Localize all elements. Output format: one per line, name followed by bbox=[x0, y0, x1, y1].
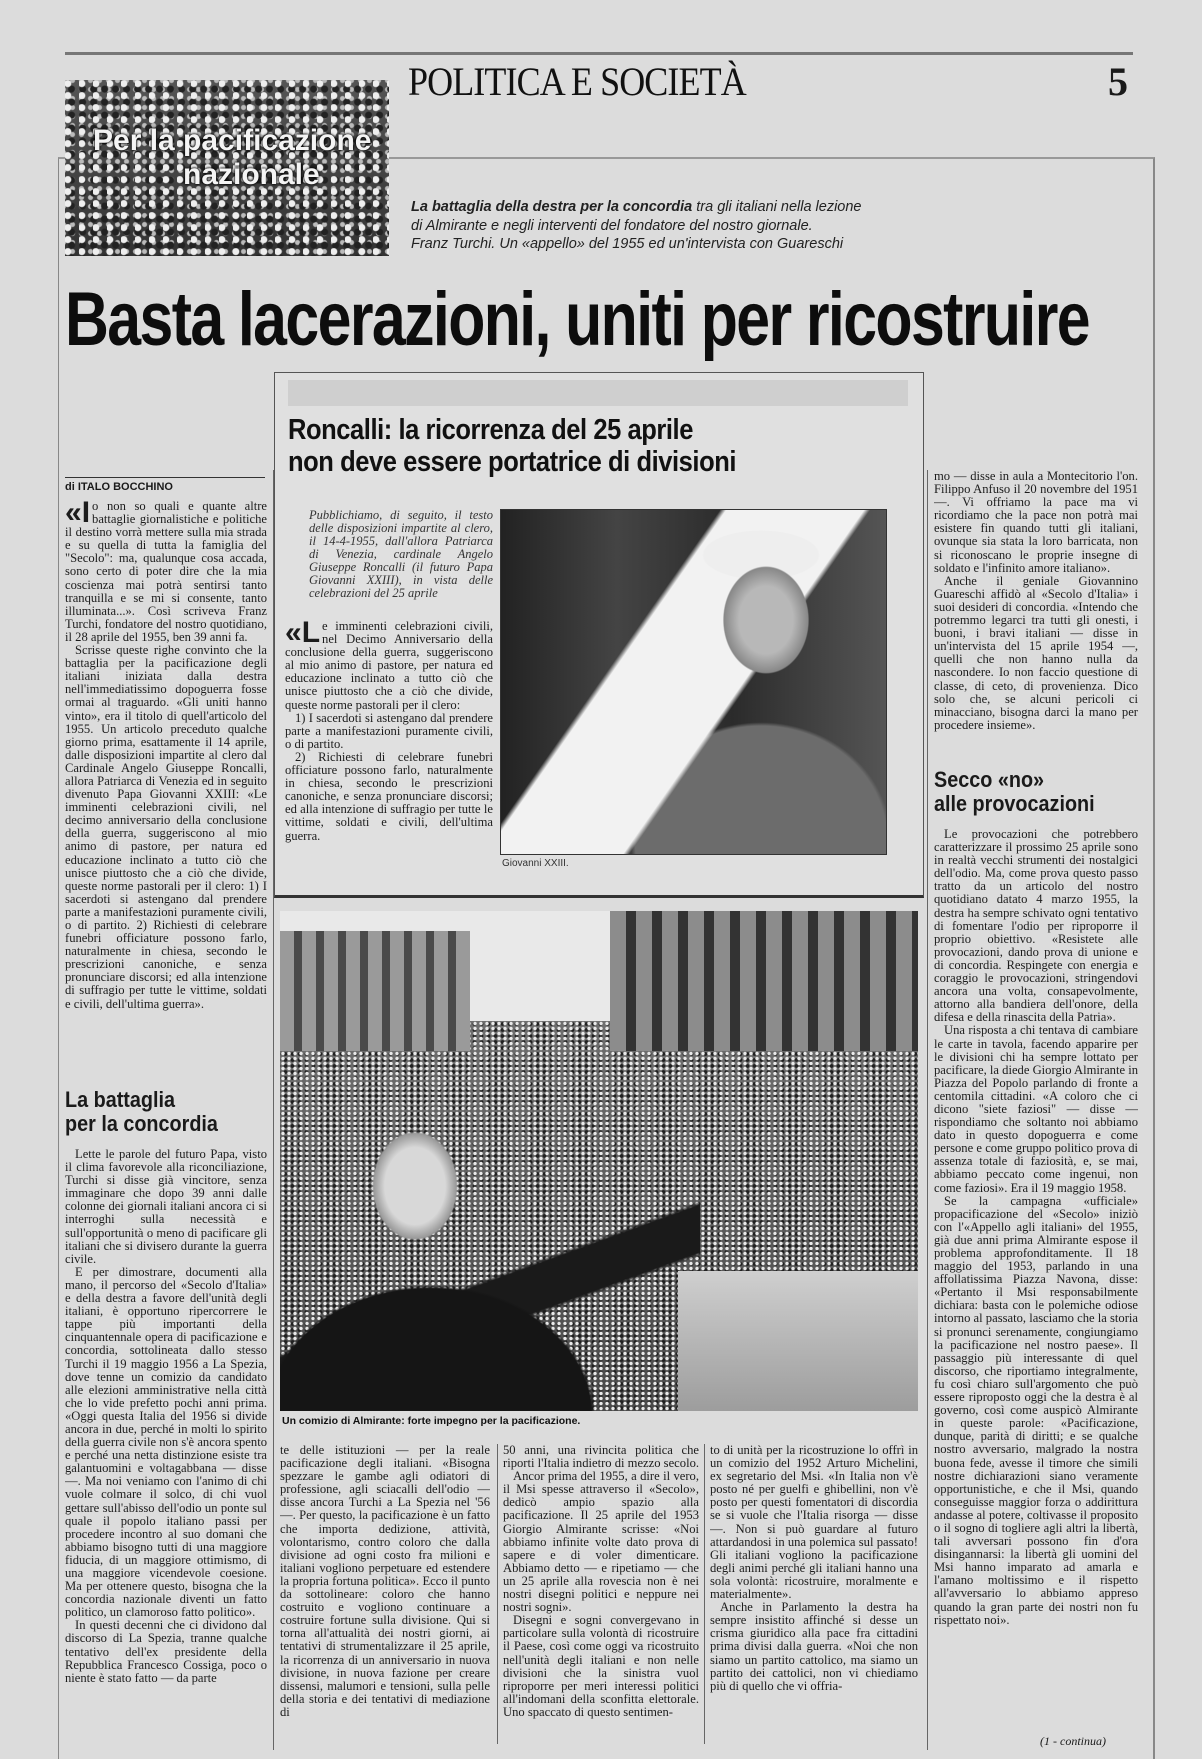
continued-note: (1 - continua) bbox=[1040, 1734, 1106, 1748]
overlay-line: nazionale bbox=[183, 158, 320, 191]
bottom-column-1 bbox=[280, 1444, 490, 1750]
paragraph: mo — disse in aula a Montecitorio l'on. Filippo Anfuso il 20 novembre del 1951 —. Vi offriamo la pace ma vi ricordiamo che la pace non potrà mai esistere fin quando tutti gli italiani, ovunque sia stata la loro barricata, non si riconoscano le proprie insegne di soldato e l'infinito amore italiano». bbox=[934, 470, 1138, 575]
subheading-line: Secco «no» bbox=[934, 767, 1045, 792]
paragraph: te delle istituzioni — per la reale pacificazione degli italiani. «Bisogna spezzare le gambe agli odiatori di professione, agli sciacalli dell'odio — disse ancora Turchi a La Spezia nel '56 —. Per questo, la pacificazione è un fatto che importa dedizione, attività, volontarismo, contro coloro che dalla divisione ad ogni costo fra milioni e italiani vogliono perpetuare ed estendere la propria fortuna politica». Ecco il punto da sottolineare: coloro che hanno costruito e vogliono continuare a costruire fortune sulla divisione. Qui si torna all'attualità dei nostri giorni, ai tentativi di strumentalizzare il 25 aprile, la ricorrenza di un anniversario in nuova divisione, in nuova fazione per creare dissensi, malumori e tensioni, sulla pelle della storia e dei tentativi di mediazione di bbox=[280, 1444, 490, 1719]
bottom-column-3 bbox=[710, 1444, 918, 1750]
column-divider bbox=[704, 1444, 705, 1744]
page-number: 5 bbox=[1108, 59, 1128, 104]
paragraph: Lette le parole del futuro Papa, visto il clima favorevole alla riconciliazione, Turchi si disse già vincitore, senza immaginare che dopo 39 anni dalle colonne dei giornali italiani ancora ci si interroghi sulla necessità e sull'opportunità o meno di pacificare gli italiani che si divisero durante la guerra civile. bbox=[65, 1148, 267, 1266]
overlay-line: Per la pacificazione bbox=[93, 124, 372, 157]
rally-photo-caption: Un comizio di Almirante: forte impegno per la pacificazione. bbox=[282, 1415, 581, 1427]
right-column-top bbox=[934, 470, 1138, 760]
drop-cap bbox=[65, 500, 91, 529]
section-title: POLITICA E SOCIETÀ bbox=[408, 59, 746, 104]
bottom-column-2 bbox=[503, 1444, 699, 1750]
paragraph: Scrisse queste righe convinto che la battaglia per la pacificazione degli italiani iniziata dalla destra nell'immediatissimo dopoguerra fosse ormai al traguardo. «Gli uniti hanno vinto», era il titolo di quell'articolo del 1955. Un articolo preceduto qualche giorno prima, esattamente il 14 aprile, dalle disposizioni impartite al clero dal Cardinale Angelo Giuseppe Roncalli, allora Patriarca di Venezia ed in seguito divenuto Papa Giovanni XXIII: «Le imminenti celebrazioni civili, nel decimo anniversario della conclusione della guerra, suggeriscono al mio animo di pastore, per natura ed educazione inclinato a tutto ciò che unisce piuttosto che a ciò che divide, queste norme pastorali per il clero: 1) I sacerdoti si astengano dal prendere parte a manifestazioni puramente civili, o di partito. 2) Richiesti di celebrare funebri officiature possono farlo, naturalmente in chiesa, secondo le prescrizioni canoniche, e senza pronunciare discorsi; ed alla intenzione di suffragio per tutte le vittime, soldati e civili, dell'ultima guerra». bbox=[65, 643, 267, 1011]
article-deck bbox=[411, 198, 951, 254]
quote-mark: « bbox=[285, 620, 302, 649]
deck-text: tra gli italiani nella lezione bbox=[692, 199, 862, 215]
box-headline bbox=[288, 414, 736, 478]
paragraph: E per dimostrare, documenti alla mano, il percorso del «Secolo d'Italia» e della destra a favore dell'unità degli italiani, è opportuno ripercorrere le tappe più importanti della cinquantennale opera di pacificazione e concordia, sottolineata dallo stesso Turchi il 19 maggio 1956 a La Spezia, dove tenne un comizio da candidato alle elezioni amministrative nella città che lo vide prefetto pochi anni prima. «Oggi questa Italia del 1956 si divide ancora in due, perché in molti lo spirito della guerra civile non s'è ancora spento e perché una netta distinzione esiste tra galantuomini e voltagabbana — disse —. Ma noi veniamo con l'animo di chi vuole colmare il solco, di chi vuol gettare sull'abisso dell'odio un ponte sul quale il popolo italiano passi per procedere incontro al suo domani che abbiamo bisogno tutti di una maggiore fiducia, di un maggiore ottimismo, di una maggiore vicendevole coesione. Ma per ottenere questo, bisogna che la concordia nazionale diventi un fatto politico, un clamoroso fatto politico». bbox=[65, 1264, 267, 1620]
paragraph: In questi decenni che ci dividono dal discorso di La Spezia, tranne qualche tentativo dell'ex presidente della Repubblica Francesco Cossiga, poco o niente è stato fatto — da parte bbox=[65, 1618, 267, 1685]
left-column-bottom bbox=[65, 1148, 267, 1748]
paragraph: Anche il geniale Giovannino Guareschi affidò al «Secolo d'Italia» i suoi desideri di concordia. «Intendo che potremmo legarci tra tutti gli onesti, i buoni, i bravi italiani — disse in un'intervista del 15 aprile 1954 —, quelli che non hanno nulla da nascondere. Io non faccio questione di classe, di ceto, di provenienza. Dico solo che, se alcuni pericoli ci minacciano, bisogna darci la mano per procedere insieme». bbox=[934, 573, 1138, 732]
box-headline-line: Roncalli: la ricorrenza del 25 aprile bbox=[288, 414, 693, 446]
subheading-battaglia bbox=[65, 1088, 218, 1136]
byline-rule bbox=[65, 477, 265, 478]
quote-mark: « bbox=[65, 500, 82, 529]
paragraph: Anche in Parlamento la destra ha sempre insistito affinché si desse un crisma giuridico alla pace fra cittadini prima divisi dalla guerra. «Noi che non siamo un partito cattolico, ma siamo un partito dei cattolici, non vi chiediamo più di quello che vi offria- bbox=[710, 1600, 918, 1693]
column-divider bbox=[497, 1444, 498, 1744]
byline: di ITALO BOCCHINO bbox=[65, 481, 173, 493]
crowd-header-photo bbox=[65, 80, 389, 256]
subheading-line: per la concordia bbox=[65, 1111, 218, 1136]
subheading-provocazioni bbox=[934, 768, 1095, 816]
photo-building bbox=[280, 931, 470, 1051]
paragraph: 1) I sacerdoti si astengano dal prendere parte a manifestazioni puramente civili, o di partito. bbox=[285, 710, 493, 751]
drop-cap bbox=[285, 620, 321, 649]
drop-cap-letter: L bbox=[301, 620, 321, 649]
deck-text: Franz Turchi. Un «appello» del 1955 ed un'intervista con Guareschi bbox=[411, 236, 844, 252]
right-column-bottom bbox=[934, 828, 1138, 1734]
column-divider bbox=[927, 470, 928, 1750]
photo-speaker bbox=[280, 1096, 700, 1411]
paragraph: Ancor prima del 1955, a dire il vero, il Msi spesse attraverso il «Secolo», dedicò ampio spazio alla pacificazione. Il 25 aprile del 1953 Giorgio Almirante scrisse: «Noi abbiamo infinite volte dato prova di sapere e di voler dimenticare. Abbiamo detto — e ripetiamo — che un 25 aprile alla rovescia non è nei nostri disegni politici e neppure nei nostri sogni». bbox=[503, 1469, 699, 1615]
deck-text: di Almirante e negli interventi del fondatore del nostro giornale. bbox=[411, 217, 813, 234]
photo-overlay-title bbox=[93, 124, 383, 192]
paragraph: o non so quali e quante altre battaglie giornalistiche e politiche il destino vorrà mettere sulla mia strada e su quella di tutta la famiglia del "Secolo": ma, qualunque cosa accada, sono certo di poter dire che la mia coscienza mai potrà sentirsi tanto tranquilla e se mi si consente, tanto illuminata...». Così scriveva Franz Turchi, fondatore del nostro quotidiano, il 28 aprile del 1955, ben 39 anni fa. bbox=[65, 500, 267, 644]
top-rule bbox=[65, 52, 1133, 55]
box-headline-line: non deve essere portatrice di divisioni bbox=[288, 446, 737, 478]
paragraph: Una risposta a chi tentava di cambiare le carte in tavola, facendo apparire per le divisioni chi ha sempre lottato per pacificare, la diede Giorgio Almirante in Piazza del Popolo parlando di fronte a centomila cittadini. «A coloro che ci dicono "siete faziosi" — disse — rispondiamo che soltanto noi abbiamo dato in questo dopoguerra e come persone e come gruppo politico prova di assenza totale di faziosità, e, se mai, abbiamo peccato come ingenui, non come faziosi». Era il 19 maggio 1958. bbox=[934, 1023, 1138, 1195]
pope-photo bbox=[500, 509, 887, 855]
column-divider bbox=[273, 470, 274, 1750]
main-headline: Basta lacerazioni, uniti per ricostruire bbox=[65, 277, 1089, 362]
paragraph: 50 anni, una rivincita politica che riporti l'Italia indietro di mezzo secolo. bbox=[503, 1444, 699, 1471]
photo-balcony bbox=[678, 1271, 918, 1411]
paragraph: Se la campagna «ufficiale» propacificazione del «Secolo» iniziò con l'«Appello agli italiani» del 1955, già due anni prima Almirante espose il problema approfonditamente. Il 18 maggio del 1953, parlando in una affollatissima Piazza Navona, disse: «Pertanto il Msi responsabilmente dichiara: basta con le polemiche odiose intorno al passato, lasciamo che la storia si pronunci serenamente, congiungiamo la pacificazione nel nostro paese». Il passaggio più interessante di quel discorso, che riportiamo integralmente, fu così chiaro sull'argomento che può essere riproposto oggi che la destra è al governo, così come auspicò Almirante in queste parole: «Pacificazione, dunque, parità di diritti; e se qualche nostro avversario, malgrado la nostra buona fede, avesse il timore che simili nostre dichiarazioni siano veramente opportunistiche, e che il Msi, quando conseguisse maggior forza o addirittura andasse al potere, coltivasse il proposito o il sogno di togliere agli altri la libertà, tali avversari possono fin d'ora disingannarsi: la libertà gli uomini del Msi hanno imparato ad amarla e l'amano moltissimo e il rispetto all'avversario lo abbiamo appreso quando la gran parte dei nostri non fu rispettato noi». bbox=[934, 1193, 1138, 1627]
box-body bbox=[285, 620, 493, 875]
paragraph: e imminenti celebrazioni civili, nel Decimo Anniversario della conclusione della guerra, suggeriscono al mio animo di pastore, per natura ed educazione inclinato a tutto ciò che unisce piuttosto che a ciò che divide, queste norme pastorali per il clero: bbox=[285, 620, 493, 712]
paragraph: 2) Richiesti di celebrare funebri officiature possono farlo, naturalmente in chiesa, secondo le prescrizioni canoniche, e senza pronunciare discorsi; ed alla intenzione di suffragio per tutte le vittime, soldati e civili, dell'ultima guerra. bbox=[285, 749, 493, 843]
box-intro: Pubblichiamo, di seguito, il testo delle disposizioni impartite al clero, il 14-4-1955, dall'allora Patriarca di Venezia, cardinale Angelo Giuseppe Roncalli (il futuro Papa Giovanni XXIII), in vista delle celebrazioni del 25 aprile bbox=[309, 508, 493, 600]
drop-cap-letter: I bbox=[81, 500, 91, 529]
left-column-top bbox=[65, 500, 267, 1076]
paragraph: to di unità per la ricostruzione lo offrì in un comizio del 1952 Arturo Michelini, ex segretario del Msi. «In Italia non v'è posto né per guelfi e ghibellini, non v'è posto per questi fomentatori di discordia se si vuole che l'Italia risorga — disse —. Non si può guardare al futuro attardandosi in una polemica sul passato! Gli italiani vogliono la pacificazione degli animi perché gli italiani hanno una sola volontà: ricostruire, moralmente e materialmente». bbox=[710, 1444, 918, 1602]
paragraph: Disegni e sogni convergevano in particolare sulla volontà di ricostruire il Paese, così come oggi va ricostruito nell'unità degli italiani e non nelle divisioni che la sinistra vuol riproporre per meri interessi politici all'indomani della sconfitta elettorale. Uno spaccato di questo sentimen- bbox=[503, 1613, 699, 1719]
photo-building bbox=[610, 911, 918, 1051]
deck-lead: La battaglia della destra per la concordia bbox=[411, 199, 693, 215]
subheading-line: La battaglia bbox=[65, 1087, 176, 1112]
box-top-band bbox=[288, 380, 908, 406]
pope-photo-caption: Giovanni XXIII. bbox=[502, 858, 569, 869]
almirante-rally-photo bbox=[280, 911, 918, 1411]
subheading-line: alle provocazioni bbox=[934, 791, 1095, 816]
paragraph: Le provocazioni che potrebbero caratterizzare il prossimo 25 aprile sono in realtà vecchi strumenti dei nostalgici dell'odio. Ma, come prova questo passo tratto da un articolo del nostro quotidiano datato 4 marzo 1955, la destra ha sempre schivato ogni tentativo di fomentare l'odio per riproporre il proprio obiettivo. «Resistete alle provocazioni, dando prova di unione e di concordia. Respingete con energia e coraggio le provocazioni, stringendovi ancora una volta, consapevolmente, attorno alla bandiera dell'onore, della difesa e della rinascita della Patria». bbox=[934, 828, 1138, 1025]
